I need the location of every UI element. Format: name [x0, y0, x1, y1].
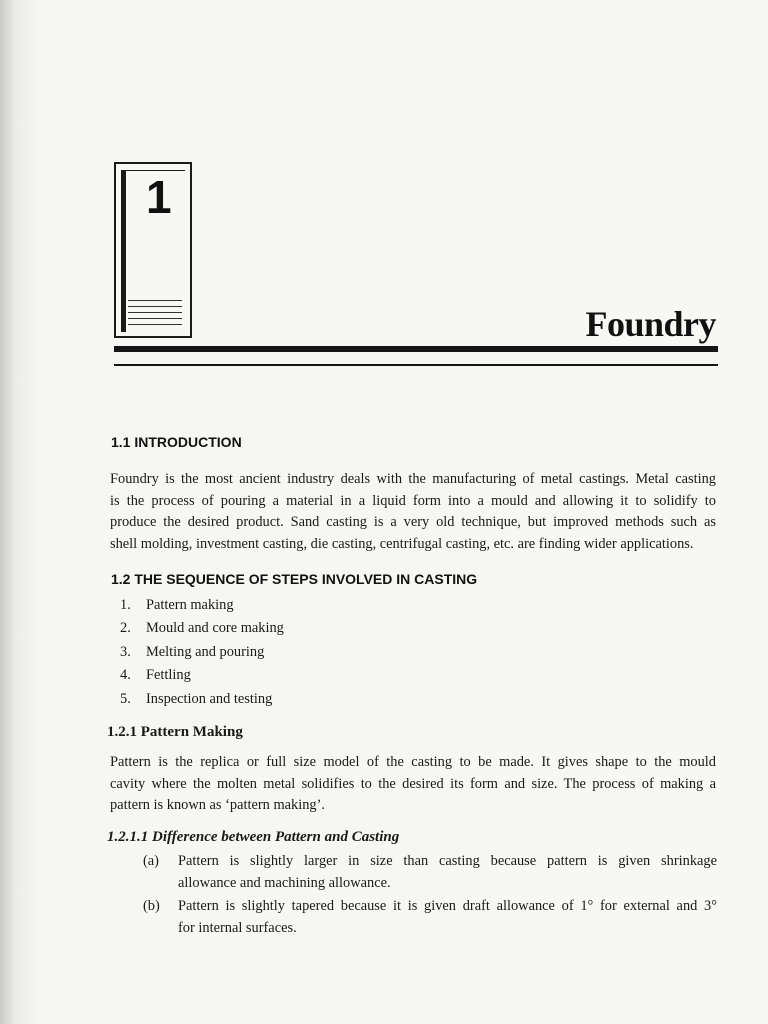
text-line: Pattern is slightly tapered because it is given draft allowance of 1° for external and 3° [178, 898, 717, 914]
item-text [178, 896, 717, 939]
item-label: (a) [143, 853, 159, 869]
text-line: for internal surfaces. [178, 919, 297, 936]
list-item [143, 851, 717, 894]
casting-steps-list [120, 594, 284, 711]
list-item: 2. Mould and core making [120, 620, 284, 637]
section-heading-introduction: 1.1 INTRODUCTION [111, 434, 242, 450]
subsection-heading-pattern-making: 1.2.1 Pattern Making [107, 724, 243, 740]
item-label: (b) [143, 898, 160, 914]
text-line: Foundry is the most ancient industry deals with the manufacturing of metal castings. Metal casting [110, 471, 716, 487]
list-item [143, 896, 717, 939]
subsubsection-heading-pattern-vs-casting: 1.2.1.1 Difference between Pattern and Casting [107, 829, 400, 845]
chapter-box-decorative-lines [128, 300, 182, 328]
item-text [178, 851, 717, 894]
introduction-paragraph [110, 469, 716, 555]
pattern-making-paragraph [110, 752, 716, 817]
list-item: 1. Pattern making [120, 597, 234, 613]
text-line: Pattern is slightly larger in size than casting because pattern is given shrinkage [178, 853, 717, 869]
text-line: is the process of pouring a material in a liquid form into a mould and allowing it to solidify to [110, 492, 716, 509]
text-line: pattern is known as ‘pattern making’. [110, 797, 326, 813]
header-thick-rule [114, 346, 718, 352]
text-line: Pattern is the replica or full size model of the casting to be made. It gives shape to the mould [110, 754, 716, 770]
header-thin-rule [114, 364, 718, 366]
chapter-number: 1 [146, 171, 172, 223]
list-item: 4. Fettling [120, 667, 191, 684]
chapter-number-box [114, 162, 192, 338]
section-heading-casting-steps: 1.2 THE SEQUENCE OF STEPS INVOLVED IN CASTING [111, 571, 478, 587]
list-item: 3. Melting and pouring [120, 643, 265, 660]
list-item: 5. Inspection and testing [120, 690, 273, 707]
text-line: produce the desired product. Sand casting is a very old technique, but improved methods such as [110, 514, 716, 530]
chapter-title: Foundry [585, 304, 716, 344]
text-line: allowance and machining allowance. [178, 874, 391, 891]
text-line: cavity where the molten metal solidifies to the desired its form and size. The process of making a [110, 775, 716, 792]
text-line: shell molding, investment casting, die casting, centrifugal casting, etc. are finding wider applications. [110, 535, 694, 552]
